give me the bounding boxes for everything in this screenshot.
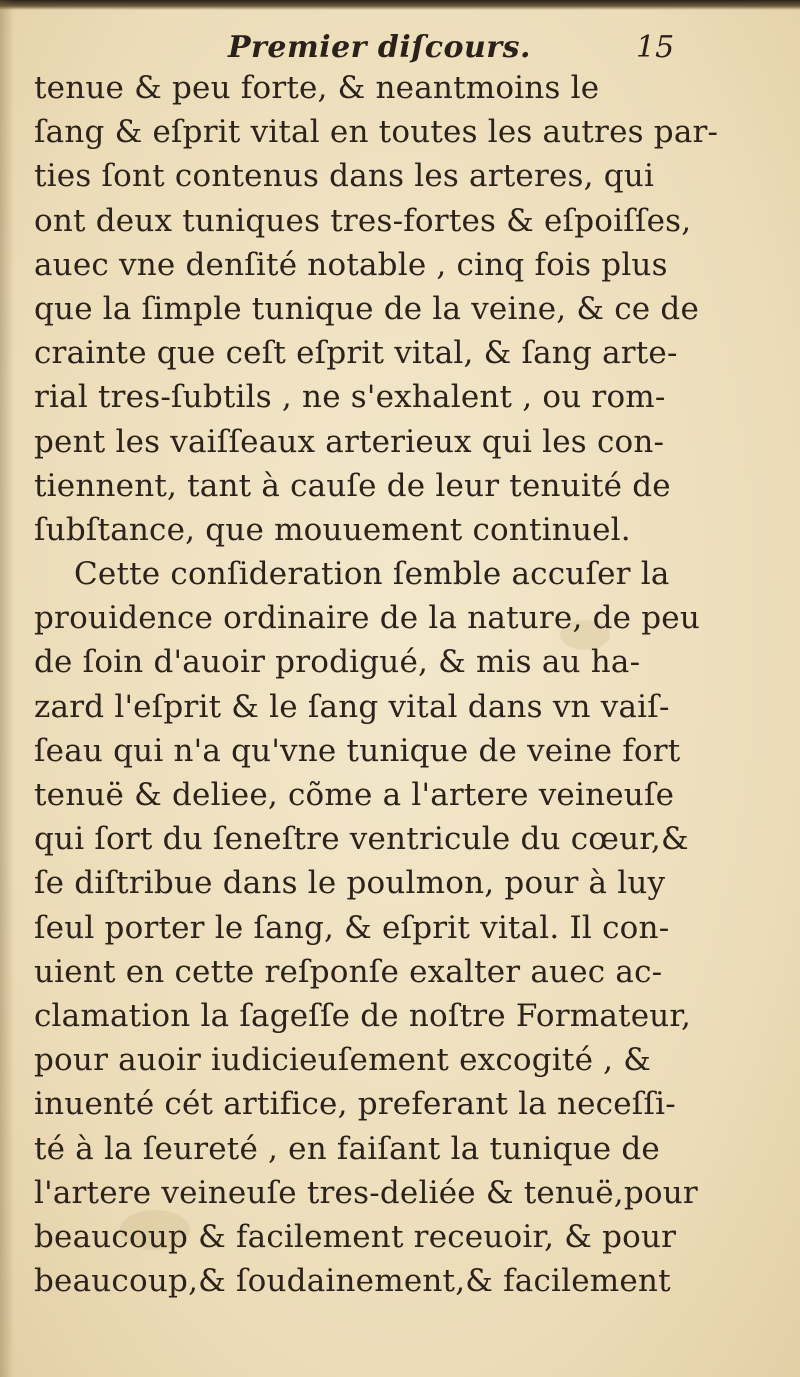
text-line: ſang & eſprit vital en toutes les autres par- xyxy=(34,114,719,151)
text-line: ſubſtance, que mouuement continuel. xyxy=(34,511,631,548)
text-line: auec vne denſité notable , cinq fois plus xyxy=(34,246,668,283)
body-text xyxy=(34,66,724,1303)
text-line: ſeul porter le ſang, & eſprit vital. Il con- xyxy=(34,909,670,946)
page-gutter-shadow xyxy=(0,0,14,1377)
text-line: de ſoin d'auoir prodigué, & mis au ha- xyxy=(34,644,641,681)
text-line: prouidence ordinaire de la nature, de peu xyxy=(34,600,700,637)
text-line: inuenté cét artifice, preferant la neceſſi- xyxy=(34,1086,676,1123)
text-line: ties ſont contenus dans les arteres, qui xyxy=(34,158,655,195)
text-line: tenuë & deliee, cõme a l'artere veineuſe xyxy=(34,777,675,813)
text-line: qui ſort du ſeneſtre ventricule du cœur,& xyxy=(34,821,689,858)
page-top-edge xyxy=(0,0,800,10)
page-number: 15 xyxy=(636,30,675,65)
text-line: crainte que ceſt eſprit vital, & ſang arte- xyxy=(34,335,678,372)
text-line: tenue & peu forte, & neantmoins le xyxy=(34,70,600,106)
text-line: té à la ſeureté , en faiſant la tunique de xyxy=(34,1130,660,1167)
text-line: que la ſimple tunique de la veine, & ce de xyxy=(34,290,700,327)
text-line: beaucoup,& ſoudainement,& facilement xyxy=(34,1263,671,1300)
text-line: beaucoup & facilement receuoir, & pour xyxy=(34,1218,677,1255)
text-line: clamation la ſageſſe de noſtre Formateur, xyxy=(34,997,692,1034)
text-line: tiennent, tant à cauſe de leur tenuité de xyxy=(34,467,671,504)
text-line: zard l'eſprit & le ſang vital dans vn vaiſ- xyxy=(34,688,670,725)
text-line: l'artere veineuſe tres-deliée & tenuë,pour xyxy=(34,1174,698,1211)
text-line: uient en cette reſponſe exalter auec ac- xyxy=(34,953,663,990)
paragraph-start-line: Cette conſideration ſemble accuſer la xyxy=(74,556,670,593)
running-head-title: Premier diſcours. xyxy=(228,30,531,65)
text-line: pour auoir iudicieuſement excogité , & xyxy=(34,1042,652,1079)
text-line: ſe diſtribue dans le poulmon, pour à luy xyxy=(34,865,666,902)
text-line: ont deux tuniques tres-fortes & eſpoiſſes, xyxy=(34,202,692,239)
text-line: pent les vaiſſeaux arterieux qui les con- xyxy=(34,423,665,460)
text-line: rial tres-ſubtils , ne s'exhalent , ou rom- xyxy=(34,379,666,416)
text-line: ſeau qui n'a qu'vne tunique de veine fort xyxy=(34,732,681,769)
running-head xyxy=(0,30,800,70)
